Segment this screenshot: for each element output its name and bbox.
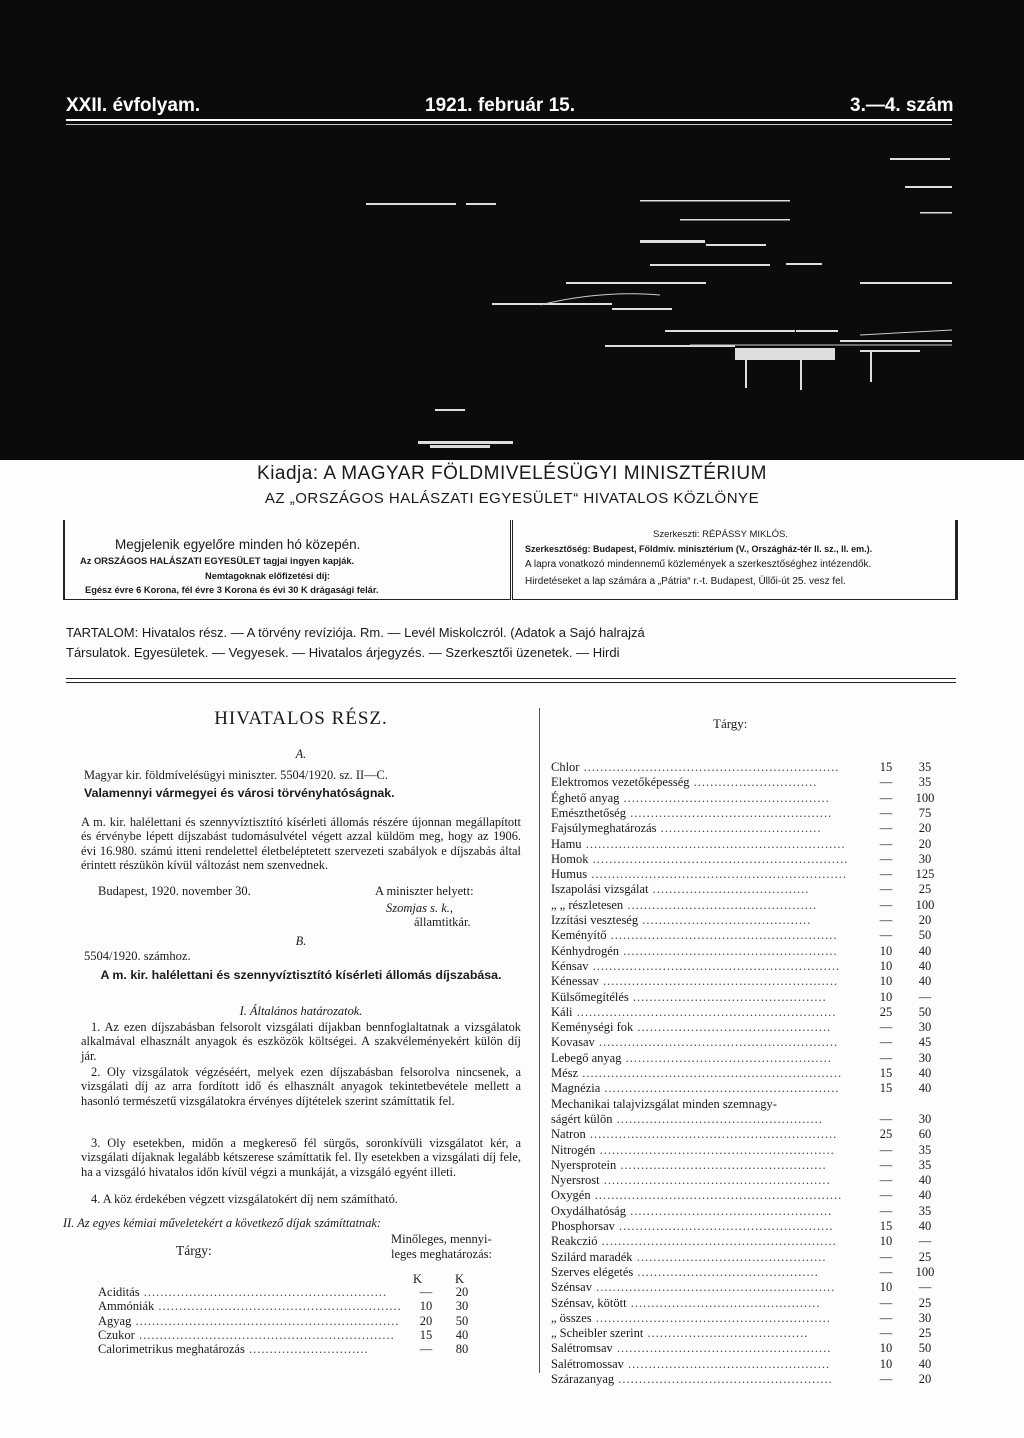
row-fee-quantitative: 40 — [918, 1219, 932, 1233]
row-fee-qualitative: 10 — [879, 958, 893, 973]
row-fee-qualitative: — — [879, 1188, 893, 1203]
leader-dots: ....................................... — [656, 821, 822, 836]
row-subject: Izzítási veszteség ......................................... — [551, 913, 812, 927]
leader-dots: ............................................................ — [590, 1188, 843, 1203]
leader-dots: ........................................................... — [139, 1285, 388, 1299]
row-fee-quantitative: 30 — [918, 1020, 932, 1035]
leader-dots: .............................................. — [623, 897, 818, 912]
table-head-k1: K — [413, 1272, 423, 1286]
table-row — [551, 928, 951, 943]
row-fee-quantitative: 30 — [918, 1310, 932, 1325]
paragraph-2: 2. Oly vizsgálatok végzéséért, melyek ezen díjszabásban felsorolva nincsenek, a vizsgálati díj az arra fordított idő és elhasznált anyagok tekintetbevétele mellett a hasonló természetű vizsgálatokra érvényes díjtételek szerint számíttatik fel. — [81, 1065, 521, 1108]
row-subject: Salétromossav ................................................. — [551, 1356, 831, 1371]
row-fee-qualitative: 20 — [419, 1313, 433, 1328]
table-row — [98, 1328, 478, 1342]
row-fee-quantitative: 35 — [918, 1142, 932, 1157]
editorial-address: Szerkesztőség: Budapest, Földmív. minisztérium (V., Országház-tér II. sz., II. em.). — [525, 544, 873, 554]
row-subject: Agyag ................................................................ — [98, 1313, 400, 1328]
row-fee-qualitative: — — [879, 851, 893, 866]
row-fee-qualitative: — — [879, 882, 893, 897]
row-subject: Fajsúlymeghatározás ....................................... — [551, 821, 822, 836]
leader-dots: ......................................................... — [597, 1234, 837, 1249]
row-subject: Elektromos vezetőképesség .............................. — [551, 775, 818, 790]
row-fee-qualitative: 10 — [879, 1356, 893, 1371]
table-row — [551, 944, 951, 959]
leader-dots: .......................................................... — [594, 1035, 839, 1050]
row-subject: Mész ............................................................... — [551, 1066, 843, 1080]
table-row — [551, 1250, 951, 1265]
table-row — [551, 1097, 951, 1112]
row-subject: Szénsav .......................................................... — [551, 1280, 836, 1295]
contents-line-1: TARTALOM: Hivatalos rész. — A törvény revíziója. Rm. — Levél Miskolczról. (Adatok a Sajó halrajzá — [66, 625, 645, 640]
table-row — [551, 913, 951, 928]
row-subject: Humus .............................................................. — [551, 867, 847, 882]
leader-dots: .................................................... — [614, 1219, 834, 1233]
leader-dots: ............................................................... — [572, 1004, 837, 1019]
leader-dots: .............................................................. — [588, 851, 849, 866]
row-subject: Reakczió ......................................................... — [551, 1234, 837, 1249]
table-row — [551, 775, 951, 790]
place-date: Budapest, 1920. november 30. — [98, 884, 251, 898]
masthead-illustration — [0, 0, 1024, 460]
reference-b: 5504/1920. számhoz. — [84, 949, 191, 963]
row-fee-qualitative: — — [879, 1326, 893, 1341]
row-subject: Keményítő ....................................................... — [551, 928, 838, 943]
row-fee-quantitative: — — [918, 1234, 932, 1249]
row-fee-qualitative: 25 — [879, 1004, 893, 1019]
row-fee-quantitative: 35 — [918, 760, 932, 774]
row-fee-qualitative: — — [879, 1173, 893, 1188]
table-row — [551, 898, 951, 913]
leader-dots: .............................................................. — [579, 760, 840, 774]
row-fee-quantitative: 40 — [918, 1081, 932, 1096]
table-row — [551, 837, 951, 852]
row-fee-qualitative: — — [879, 867, 893, 882]
row-fee-qualitative: — — [419, 1285, 433, 1299]
signer-name: Szomjas s. k., — [386, 901, 454, 915]
row-subject: Natron ............................................................ — [551, 1127, 838, 1142]
table-row — [551, 791, 951, 806]
paragraph-1: 1. Az ezen díjszabásban felsorolt vizsgálati díjakban bennfoglaltatnak a vizsgálatok alkalmával elhasznált anyagok és eszközök költségei. A szakvéleményekért külön díj jár. — [81, 1020, 521, 1063]
table-row — [551, 806, 951, 821]
row-fee-quantitative: 50 — [918, 1004, 932, 1019]
row-subject: Emészthetőség ................................................. — [551, 805, 833, 820]
volume-label: XXII. évfolyam. — [66, 95, 201, 116]
row-fee-quantitative: 35 — [918, 775, 932, 790]
row-fee-qualitative: 10 — [879, 1234, 893, 1249]
row-fee-qualitative: — — [879, 1310, 893, 1325]
table-row — [551, 760, 951, 775]
table-row — [551, 974, 951, 989]
signer-rank: államtitkár. — [414, 915, 471, 929]
leader-dots: ......................................................... — [591, 1310, 831, 1325]
row-fee-qualitative: — — [879, 1111, 893, 1126]
leader-dots: ............................................... — [628, 989, 827, 1004]
leader-dots: .................................................. — [621, 1050, 832, 1065]
publication-frequency: Megjelenik egyelőre minden hó közepén. — [115, 537, 361, 552]
row-fee-qualitative: — — [879, 913, 893, 927]
table-row — [551, 1357, 951, 1372]
row-subject: Oxydálhatóság ................................................. — [551, 1203, 833, 1218]
leader-dots: .............................. — [689, 775, 818, 790]
table-row — [551, 1311, 951, 1326]
row-fee-qualitative: 10 — [879, 943, 893, 958]
leader-dots: ............................................................ — [585, 1127, 838, 1142]
table-row — [98, 1285, 478, 1299]
paragraph-4: 4. A köz érdekében végzett vizsgálatokért díj nem számítható. — [91, 1192, 398, 1206]
row-subject: „ összes ......................................................... — [551, 1310, 831, 1325]
table-row — [551, 1066, 951, 1081]
fee-details: Egész évre 6 Korona, fél évre 3 Korona és évi 30 K drágasági felár. — [85, 585, 379, 595]
table-row — [551, 852, 951, 867]
row-subject: ságért külön .................................................. — [551, 1111, 823, 1126]
row-subject: Keménységi fok ............................................... — [551, 1020, 832, 1035]
row-subject: Szerves elégetés ............................................ — [551, 1264, 819, 1279]
row-fee-quantitative: 40 — [918, 958, 932, 973]
header-rule — [66, 119, 952, 121]
row-subject: „ „ részletesen .............................................. — [551, 897, 818, 912]
leader-dots: ................................................. — [623, 1356, 831, 1371]
table-row — [551, 1296, 951, 1311]
row-fee-qualitative: — — [879, 1264, 893, 1279]
row-fee-quantitative: 20 — [918, 1372, 932, 1386]
row-subject: Szénsav, kötött .............................................. — [551, 1295, 821, 1310]
leader-dots: ....................................................... — [606, 928, 838, 943]
leader-dots: .................................................... — [619, 943, 838, 958]
leader-dots: .................................................. — [619, 790, 830, 805]
leader-dots: ......................................................... — [598, 974, 839, 989]
row-subject: Iszapolási vizsgálat ...................................... — [551, 882, 810, 897]
table-of-contents — [66, 623, 966, 663]
leader-dots: ............................................ — [633, 1264, 819, 1279]
row-fee-quantitative: 100 — [915, 790, 935, 805]
row-fee-qualitative: 25 — [879, 1127, 893, 1142]
table-row — [551, 1005, 951, 1020]
table-row — [551, 1341, 951, 1356]
table-row — [98, 1314, 478, 1328]
row-fee-qualitative: — — [879, 1295, 893, 1310]
row-fee-qualitative: — — [879, 897, 893, 912]
row-subject: Aciditás ........................................................... — [98, 1285, 388, 1299]
table-row — [551, 1326, 951, 1341]
addressee: Valamennyi vármegyei és városi törvényhatóságnak. — [84, 786, 395, 800]
row-fee-qualitative: — — [419, 1342, 433, 1357]
row-fee-quantitative: 40 — [918, 1066, 932, 1080]
row-fee-quantitative: 40 — [455, 1327, 469, 1342]
table-row — [98, 1299, 478, 1313]
row-fee-quantitative: 40 — [918, 1188, 932, 1203]
row-subject: „ Scheibler szerint ....................................... — [551, 1326, 809, 1341]
row-subject: Oxygén ............................................................ — [551, 1188, 843, 1203]
ministry-reference: Magyar kir. földmívelésügyi miniszter. 5504/1920. sz. II—C. — [84, 768, 388, 782]
table-row — [551, 1265, 951, 1280]
editor-line: Szerkeszti: RÉPÁSSY MIKLÓS. — [653, 529, 788, 540]
issue-number: 3.—4. szám — [850, 95, 954, 116]
row-fee-quantitative: 125 — [915, 867, 935, 882]
table-row — [551, 1280, 951, 1295]
journal-subtitle: AZ „ORSZÁGOS HALÁSZATI EGYESÜLET“ HIVATALOS KÖZLÖNYE — [264, 490, 760, 507]
row-fee-qualitative: 10 — [419, 1299, 433, 1314]
row-fee-qualitative: 15 — [879, 1066, 893, 1080]
row-fee-qualitative: — — [879, 821, 893, 836]
row-fee-quantitative: 30 — [918, 851, 932, 866]
row-fee-quantitative: 75 — [918, 805, 932, 820]
row-fee-quantitative: 25 — [918, 1249, 932, 1264]
row-fee-quantitative: 100 — [915, 897, 935, 912]
table-row — [98, 1342, 478, 1356]
editorial-info-box — [512, 520, 958, 600]
table-row — [551, 1219, 951, 1234]
row-subject: Szilárd maradék .............................................. — [551, 1249, 827, 1264]
row-fee-qualitative: — — [879, 928, 893, 943]
leader-dots: ................................................. — [625, 1203, 833, 1218]
leader-dots: ............................................................... — [578, 1066, 843, 1080]
table-row — [551, 959, 951, 974]
table-row — [551, 1020, 951, 1035]
leader-dots: .......................................................... — [591, 1280, 836, 1295]
row-fee-qualitative: 10 — [879, 974, 893, 989]
leader-dots: .............................................................. — [587, 867, 847, 882]
row-fee-quantitative: 30 — [918, 1050, 932, 1065]
leader-dots: ....................................... — [643, 1326, 809, 1341]
row-fee-qualitative: — — [879, 1203, 893, 1218]
row-fee-quantitative: 35 — [918, 1203, 932, 1218]
leader-dots: .................................................... — [612, 1341, 832, 1356]
row-fee-qualitative: 15 — [879, 1081, 893, 1096]
header-rule-thin — [66, 124, 952, 125]
row-fee-qualitative: — — [879, 1020, 893, 1035]
row-fee-quantitative: — — [918, 1280, 932, 1295]
row-subject: Czukor .............................................................. — [98, 1327, 395, 1342]
row-subject: Kénsav ............................................................ — [551, 958, 841, 973]
row-subject: Nyersrost ....................................................... — [551, 1173, 831, 1188]
table-row — [551, 1051, 951, 1066]
decree-body: A m. kir. halélettani és szennyvíztisztító kísérleti állomás részére újonnan megállapított és érvénybe lépett díjszabást tudomásulvétel végett azzal küldöm meg, hogy az 1906. évi 16.980. számú itteni rendelettel életbeléptetett szervezeti szabályok e díjszabás által érintett részükön kívül változást nem szenvednek. — [81, 815, 521, 872]
row-subject: Phosphorsav .................................................... — [551, 1219, 834, 1233]
row-fee-qualitative: — — [879, 790, 893, 805]
leader-dots: ................................................................ — [131, 1313, 400, 1328]
row-fee-quantitative: 50 — [918, 928, 932, 943]
part-one-title: I. Általános határozatok. — [239, 1004, 363, 1018]
table-row — [551, 1188, 951, 1203]
row-subject: Külsőmegítélés ............................................... — [551, 989, 827, 1004]
row-subject: Kénessav ......................................................... — [551, 974, 839, 989]
row-fee-quantitative: 30 — [918, 1111, 932, 1126]
leader-dots: .............................................. — [626, 1295, 821, 1310]
row-fee-qualitative: 10 — [879, 989, 893, 1004]
row-fee-qualitative: 10 — [879, 1341, 893, 1356]
row-subject: Nitrogén ......................................................... — [551, 1142, 835, 1157]
subscription-info-box — [63, 520, 511, 600]
submission-note: A lapra vonatkozó mindennemű közlemények a szerkesztőséghez intézendők. — [525, 559, 872, 570]
row-fee-quantitative: 80 — [455, 1342, 469, 1357]
table-row — [551, 1158, 951, 1173]
table-row — [551, 1112, 951, 1127]
table-row — [551, 1081, 951, 1096]
row-fee-quantitative: 20 — [455, 1285, 469, 1299]
row-fee-quantitative: — — [918, 989, 932, 1004]
title-block-artwork — [0, 0, 1024, 460]
row-fee-quantitative: 25 — [918, 1295, 932, 1310]
table-row — [551, 1143, 951, 1158]
leader-dots: .............................................. — [632, 1249, 827, 1264]
row-subject: Kovasav .......................................................... — [551, 1035, 839, 1050]
leader-dots: ............................. — [244, 1342, 369, 1357]
table-head-quality: Minőleges, mennyi-leges meghatározás: — [391, 1232, 492, 1261]
table-row — [551, 990, 951, 1005]
row-fee-qualitative: — — [879, 805, 893, 820]
leader-dots: .................................................... — [614, 1372, 833, 1386]
row-fee-qualitative: — — [879, 1035, 893, 1050]
label-b: B. — [295, 934, 307, 948]
paragraph-3: 3. Oly esetekben, midőn a megkereső fél sürgős, soronkívüli vizsgálatot kér, a vizsgálati díjaknak legalább kétszerese számíttatik fel. Ily esetekben a vizsgálati díj fele, ha a vizsgáló hivatalos időn kívül végzi a munkáját, a vizsgáló egyént illeti. — [81, 1136, 521, 1179]
table-row — [551, 821, 951, 836]
row-subject: Mechanikai talajvizsgálat minden szemnagy- — [551, 1096, 777, 1111]
row-fee-quantitative: 20 — [918, 836, 932, 851]
row-subject: Szárazanyag .................................................... — [551, 1372, 833, 1386]
leader-dots: ......................................................... — [595, 1142, 835, 1157]
table-row — [551, 1173, 951, 1188]
row-fee-quantitative: 40 — [918, 974, 932, 989]
leader-dots: ............................................................ — [588, 958, 841, 973]
row-subject: Káli ............................................................... — [551, 1004, 837, 1019]
tariff-title: A m. kir. halélettani és szennyvíztisztító kísérleti állomás díjszabása. — [100, 968, 502, 982]
right-table-heading: Tárgy: — [713, 716, 748, 731]
table-row — [551, 1204, 951, 1219]
part-two-title: II. Az egyes kémiai műveletekért a következő díjak számíttatnak: — [63, 1216, 382, 1230]
leader-dots: ........................................................... — [154, 1299, 402, 1314]
row-fee-quantitative: 100 — [915, 1264, 935, 1279]
leader-dots: ......................................................... — [600, 1081, 840, 1096]
table-row — [551, 1372, 951, 1387]
row-subject: Salétromsav .................................................... — [551, 1341, 832, 1356]
row-fee-qualitative: — — [879, 1050, 893, 1065]
leader-dots: ......................................... — [638, 913, 812, 927]
table-row — [551, 1127, 951, 1142]
row-fee-qualitative: 15 — [419, 1327, 433, 1342]
row-subject: Ammóniák ........................................................... — [98, 1299, 402, 1314]
row-fee-quantitative: 50 — [918, 1341, 932, 1356]
row-fee-qualitative: — — [879, 1372, 893, 1386]
advertising-note: Hirdetéseket a lap számára a „Pátria“ r.-t. Budapest, Üllői-út 25. vesz fel. — [525, 576, 846, 587]
section-title: HIVATALOS RÉSZ. — [214, 708, 388, 729]
signer-title: A miniszter helyett: — [375, 884, 474, 898]
table-head-k2: K — [455, 1272, 465, 1286]
row-subject: Kénhydrogén .................................................... — [551, 943, 838, 958]
table-row — [551, 882, 951, 897]
row-fee-quantitative: 50 — [455, 1313, 469, 1328]
row-fee-qualitative: — — [879, 1142, 893, 1157]
row-fee-quantitative: 45 — [918, 1035, 932, 1050]
divider-rule-double — [66, 682, 956, 683]
leader-dots: ............................................................... — [581, 836, 846, 851]
leader-dots: ....................................................... — [599, 1173, 831, 1188]
row-fee-quantitative: 35 — [918, 1157, 932, 1172]
row-fee-quantitative: 40 — [918, 943, 932, 958]
divider-rule — [66, 678, 956, 679]
table-head-subject: Tárgy: — [176, 1243, 212, 1258]
row-subject: Nyersprotein .................................................. — [551, 1157, 827, 1172]
row-fee-quantitative: 25 — [918, 1326, 932, 1341]
row-fee-quantitative: 60 — [918, 1127, 932, 1142]
row-fee-quantitative: 25 — [918, 882, 932, 897]
issue-date: 1921. február 15. — [425, 95, 575, 116]
row-subject: Homok .............................................................. — [551, 851, 849, 866]
row-subject: Hamu ............................................................... — [551, 836, 846, 851]
row-fee-quantitative: 20 — [918, 913, 932, 927]
leader-dots: ............................................... — [633, 1020, 832, 1035]
row-fee-quantitative: 40 — [918, 1173, 932, 1188]
row-fee-quantitative: 30 — [455, 1299, 469, 1314]
row-subject: Magnézia ......................................................... — [551, 1081, 840, 1096]
leader-dots: ...................................... — [648, 882, 810, 897]
row-fee-qualitative: — — [879, 1157, 893, 1172]
leader-dots: .............................................................. — [134, 1327, 395, 1342]
leader-dots: .................................................. — [616, 1157, 827, 1172]
leader-dots: ................................................. — [625, 805, 833, 820]
row-fee-qualitative: — — [879, 1249, 893, 1264]
row-fee-quantitative: 40 — [918, 1356, 932, 1371]
table-row — [551, 1035, 951, 1050]
column-divider — [539, 708, 540, 1373]
row-subject: Lebegő anyag .................................................. — [551, 1050, 832, 1065]
row-subject: Chlor .............................................................. — [551, 760, 840, 774]
label-a: A. — [295, 747, 307, 761]
leader-dots: .................................................. — [612, 1111, 823, 1126]
row-subject: Éghető anyag .................................................. — [551, 790, 830, 805]
table-row — [551, 867, 951, 882]
row-fee-qualitative: — — [879, 775, 893, 790]
row-subject: Calorimetrikus meghatározás ............................. — [98, 1342, 369, 1357]
row-fee-qualitative: — — [879, 836, 893, 851]
row-fee-qualitative: 15 — [879, 1219, 893, 1233]
members-note: Az ORSZÁGOS HALÁSZATI EGYESÜLET tagjai ingyen kapják. — [80, 556, 355, 566]
fee-heading: Nemtagoknak előfizetési díj: — [205, 571, 331, 581]
row-fee-qualitative: 10 — [879, 1280, 893, 1295]
row-fee-quantitative: 20 — [918, 821, 932, 836]
contents-line-2: Társulatok. Egyesületek. — Vegyesek. — Hivatalos árjegyzés. — Szerkesztői üzenetek. — Hirdi — [66, 645, 620, 660]
publisher-line: Kiadja: A MAGYAR FÖLDMIVELÉSÜGYI MINISZTÉRIUM — [257, 463, 767, 484]
table-row — [551, 1234, 951, 1249]
row-fee-qualitative: 15 — [879, 760, 893, 774]
